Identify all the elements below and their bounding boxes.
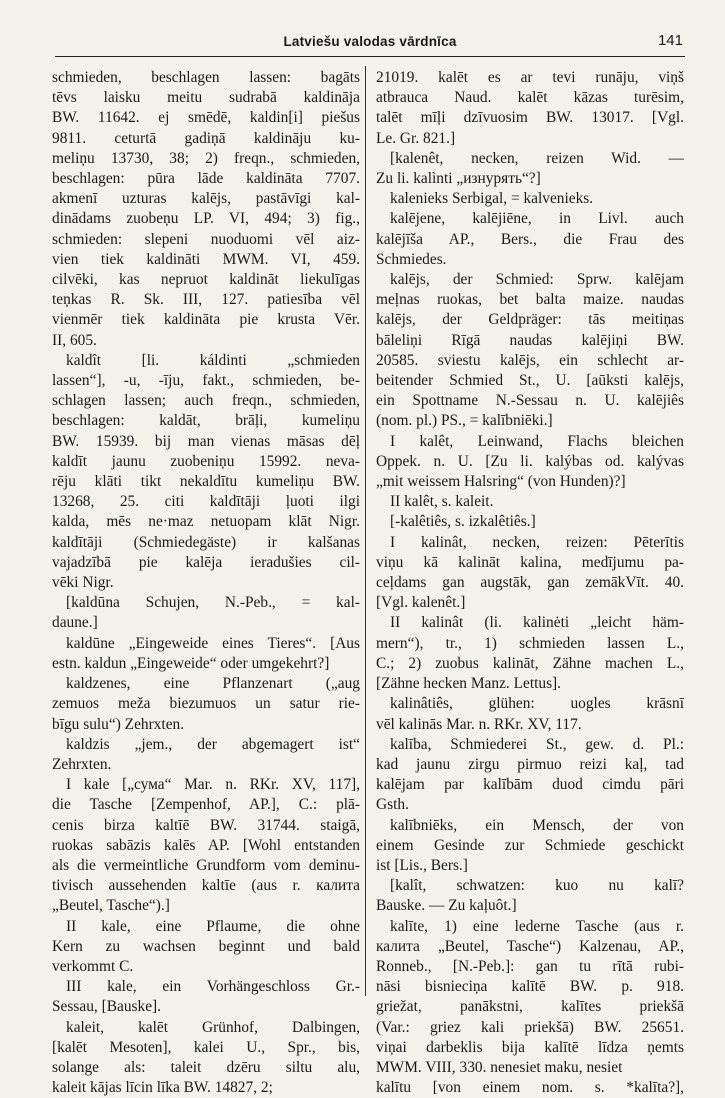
entry-line: kalda, mēs ne·maz netuopam klāt Nigr. <box>52 513 360 531</box>
entry-line: Bauske. — Zu kaļuôt.] <box>376 897 517 915</box>
entry-line: II kalinât (li. kalinėti „leicht häm- <box>390 614 684 632</box>
entry-line: schlagen lassen; auch freqn., schmieden, <box>52 392 360 410</box>
entry-line: Kern zu wachsen beginnt und bald <box>52 937 360 955</box>
entry-line: II kalêt, s. kaleit. <box>390 493 494 511</box>
entry-line: kalējs, der Geldpräger: tās meitiņas <box>376 311 684 329</box>
entry-line: vien tiek kaldināti MWM. VI, 459. <box>52 250 360 268</box>
entry-line: kalītu [von einem nom. s. *kalīta?], <box>376 1079 684 1097</box>
entry-line: talēt mīļi dzīvuosim BW. 13017. [Vgl. <box>376 109 684 127</box>
entry-line: 13268, 25. citi kaldītāji ļuoti ilgi <box>52 493 360 511</box>
entry-line: (Var.: griez kali priekšā) BW. 25651. <box>376 1018 684 1036</box>
entry-line: „Beutel, Tasche“).] <box>52 897 170 915</box>
entry-line: schmieden: slepeni nuoduomi vēl aiz- <box>52 230 360 248</box>
entry-line: kalējam par kalībām duod cimdu pāri <box>376 776 684 794</box>
entry-line: kaleit, kalēt Grünhof, Dalbingen, <box>66 1018 360 1036</box>
entry-line: griežat, panākstni, kalītes priekšā <box>376 998 684 1016</box>
entry-line: kalējs, der Schmied: Sprw. kalējam <box>390 271 684 289</box>
entry-line: Schmiedes. <box>376 250 447 268</box>
entry-line: II, 605. <box>52 331 97 349</box>
entry-line: kaldītāji (Schmiedegäste) ir kalšanas <box>52 533 360 551</box>
entry-line: kalinâtiês, glühen: uogles krāsnī <box>390 695 684 713</box>
entry-line: tivisch aussehenden kaltīe (aus r. калита <box>52 877 360 895</box>
entry-line: cilvēki, kas nepruot kaldināt liekulīgas <box>52 271 360 289</box>
entry-line: 9811. ceturtā gadiņā kaldināju ku- <box>52 129 360 147</box>
entry-line: kaldīt jaunu zuobeniņu 15992. neva- <box>52 452 360 470</box>
entry-line: dinādams zuobeņu LP. VI, 494; 3) fig., <box>52 210 360 228</box>
entry-line: akmenī uzturas kalējs, pastāvīgi kal- <box>52 190 360 208</box>
page-number: 141 <box>657 32 683 49</box>
page-header <box>55 30 685 57</box>
entry-line: [kalît, schwatzen: kuo nu kalī? <box>390 877 684 895</box>
entry-line: mern“), tr., 1) schmieden lassen L., <box>376 634 684 652</box>
entry-line: [-kalêtiês, s. izkalêtiês.] <box>390 513 536 531</box>
entry-line: II kale, eine Pflaume, die ohne <box>66 917 360 935</box>
column-divider <box>365 66 366 996</box>
entry-line: [kalenêt, necken, reizen Wid. — <box>390 149 684 167</box>
entry-line: [Vgl. kalenêt.] <box>376 594 466 612</box>
entry-line: Zehrxten. <box>52 755 112 773</box>
entry-line: BW. 15939. bij man vienas māsas dēļ <box>52 432 360 450</box>
entry-line: Sessau, [Bauske]. <box>52 998 161 1016</box>
entry-line: ceļdams gan augstāk, gan zemākVīt. 40. <box>376 574 684 592</box>
entry-line: schmieden, beschlagen lassen: bagāts <box>52 69 360 86</box>
entry-line: als die vermeintliche Grundform vom deminu- <box>52 856 360 874</box>
entry-line: bāleliņi Rīgā naudas kalējiņi BW. <box>376 331 684 349</box>
entry-line: viņu kā kalināt kalina, medījumu pa- <box>376 553 684 571</box>
entry-line: tēvs laisku meitu sudrabā kaldināja <box>52 89 360 107</box>
entry-line: zemuos meža biezumuos un satur rie- <box>52 695 360 713</box>
entry-line: estn. kaldun „Eingeweide“ oder umgekehrt?] <box>52 654 330 672</box>
entry-line: „mit weissem Halsring“ (von Hunden)?] <box>376 473 626 491</box>
entry-line: ist [Lis., Bers.] <box>376 856 468 874</box>
entry-line: kalējene, kalējiēne, in Livl. auch <box>390 210 684 228</box>
entry-line: daune.] <box>52 614 98 632</box>
entry-line: beitender Schmied St., U. [aūksti kalējs, <box>376 372 684 390</box>
entry-line: 20585. sviestu kalējs, ein schlecht ar- <box>376 351 684 369</box>
entry-line: [Zähne hecken Manz. Lettus]. <box>376 675 562 693</box>
entry-line: kalējīša AP., Bers., die Frau des <box>376 230 684 248</box>
entry-line: Zu li. kalìnti „изнурять“?] <box>376 170 541 188</box>
entry-line: teņkas R. Sk. III, 127. patiesība vēl <box>52 291 360 309</box>
entry-line: kaldît [li. káldinti „schmieden <box>66 351 360 369</box>
entry-line: verkommt C. <box>52 957 134 975</box>
entry-line: kad jaunu zirgu pirmuo reizi kaļ, tad <box>376 755 684 773</box>
entry-line: atbrauca Naud. kalēt kāzas turēsim, <box>376 89 684 107</box>
entry-line: rēju klāti tikt nekaldītu kumeliņu BW. <box>52 473 360 491</box>
entry-line: ruokas sabāzis kalēs AP. [Wohl entstanden <box>52 836 360 854</box>
entry-line: nāsi bisnieciņa kalītē BW. p. 918. <box>376 978 684 996</box>
entry-line: MWM. VIII, 330. nenesiet maku, nesiet <box>376 1058 623 1076</box>
entry-line: bīgu sulu“) Zehrxten. <box>52 715 185 733</box>
entry-line: lassen“], -u, -īju, fakt., schmieden, be- <box>52 372 360 390</box>
entry-line: kaldūne „Eingeweide eines Tieres“. [Aus <box>66 634 360 652</box>
entry-line: beschlagen: pūra lāde kaldināta 7707. <box>52 170 360 188</box>
entry-line: I kale [„сума“ Mar. n. RKr. XV, 117], <box>66 776 360 794</box>
entry-line: Le. Gr. 821.] <box>376 129 456 147</box>
entry-line: BW. 11642. ej smēdē, kaldin[i] piešus <box>52 109 360 127</box>
entry-line: die Tasche [Zempenhof, AP.], C.: plā- <box>52 796 360 814</box>
entry-line: vēl kalinās Mar. n. RKr. XV, 117. <box>376 715 582 733</box>
entry-line: beschlagen: kaldāt, brāļi, kumeliņu <box>52 412 360 430</box>
entry-line: vajadzībā pie kalēja ieradušies cil- <box>52 553 360 571</box>
entry-line: kaldzis „jem., der abgemagert ist“ <box>66 735 360 753</box>
right-column <box>376 68 684 1098</box>
entry-line: (nom. pl.) PS., = kalībniēki.] <box>376 412 553 430</box>
entry-line: cenis birza kaltīē BW. 31744. staigā, <box>52 816 360 834</box>
entry-line: kaleit kājas līcin līka BW. 14827, 2; <box>52 1079 273 1097</box>
entry-line: C.; 2) zuobus kalināt, Zähne machen L., <box>376 654 684 672</box>
entry-line: I kalinât, necken, reizen: Pēterītis <box>390 533 684 551</box>
entry-line: Gsth. <box>376 796 409 814</box>
entry-line: III kale, ein Vorhängeschloss Gr.- <box>66 978 360 996</box>
entry-line: kaldzenes, eine Pflanzenart („aug <box>66 675 360 693</box>
entry-line: kalībniēks, ein Mensch, der von <box>390 816 684 834</box>
entry-line: ein Spottname N.-Sessau n. U. kalējiês <box>376 392 684 410</box>
left-column <box>52 68 360 1098</box>
entry-line: [kaldūna Schujen, N.-Peb., = kal- <box>66 594 360 612</box>
entry-line: meliņu 13730, 38; 2) freqn., schmieden, <box>52 149 360 167</box>
entry-line: [kalēt Mesoten], kalei U., Spr., bis, <box>52 1038 360 1056</box>
entry-line: I kalêt, Leinwand, Flachs bleichen <box>390 432 684 450</box>
entry-line: meļnas ruokas, bet balta maize. naudas <box>376 291 684 309</box>
entry-line: solange als: taleit dzēru siltu alu, <box>52 1058 360 1076</box>
entry-line: Oppek. n. U. [Zu li. kalýbas od. kalývas <box>376 452 684 470</box>
entry-line: einem Gesinde zur Schmiede geschickt <box>376 836 684 854</box>
entry-line: 21019. kalēt es ar tevi runāju, viņš <box>376 69 684 86</box>
entry-line: kalīte, 1) eine lederne Tasche (aus r. <box>390 917 684 935</box>
entry-line: калита „Beutel, Tasche“) Kalzenau, AP., <box>376 937 684 955</box>
entry-line: Ronneb., [N.-Peb.]: gan tu rītā rubi- <box>376 957 684 975</box>
entry-line: vēki Nigr. <box>52 574 114 592</box>
entry-line: viņai darbeklis bija kalītē līdza ņemts <box>376 1038 684 1056</box>
entry-line: kalenieks Serbigal, = kalvenieks. <box>390 190 594 208</box>
entry-line: vienmēr tiek kaldināta pie krusta Vēr. <box>52 311 360 329</box>
entry-line: kalība, Schmiederei St., gew. d. Pl.: <box>390 735 684 753</box>
running-title: Latviešu valodas vārdnīca <box>283 34 457 49</box>
